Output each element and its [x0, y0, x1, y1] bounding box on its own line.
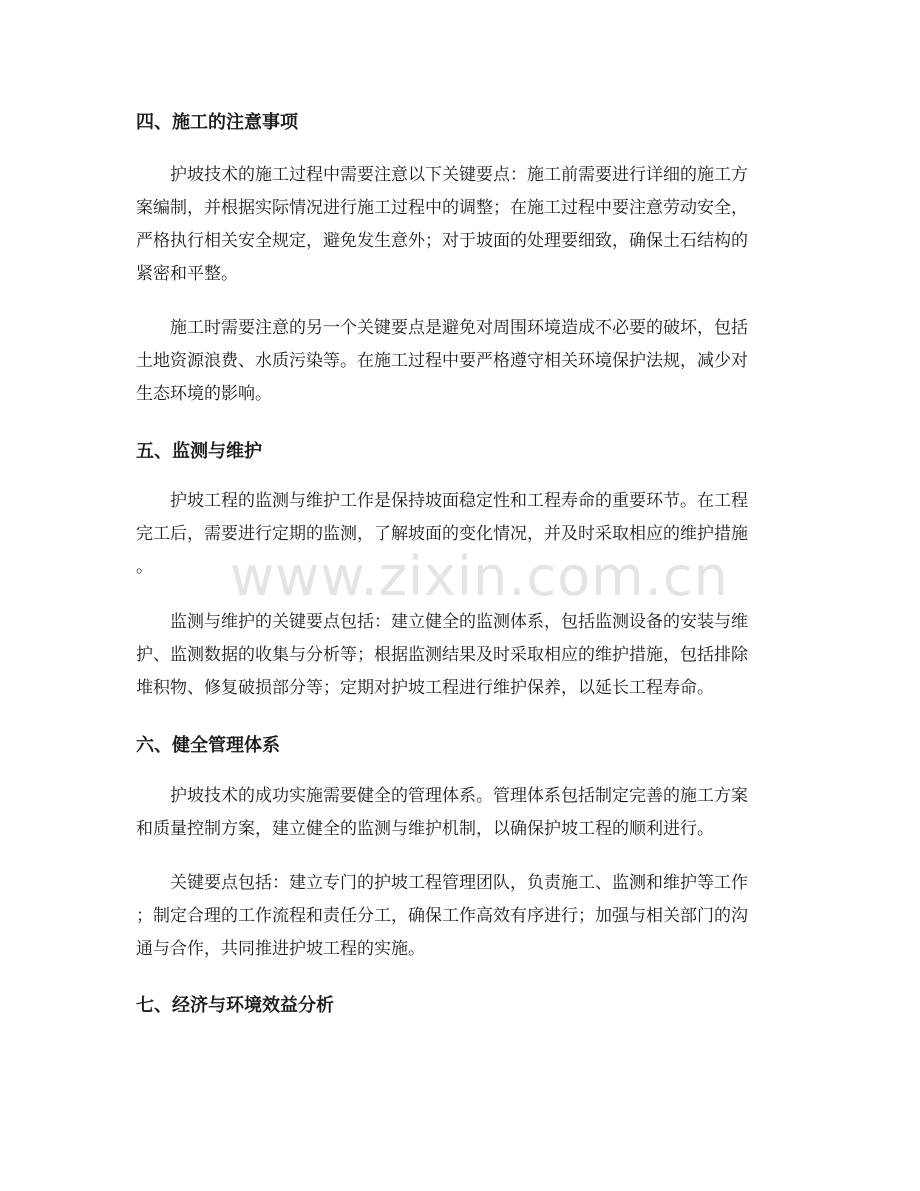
paragraph — [136, 312, 786, 411]
text-line: 通与合作，共同推进护坡工程的实施。 — [136, 939, 425, 959]
text-line: 施工时需要注意的另一个关键要点是避免对周围环境造成不必要的破坏，包括 — [136, 318, 748, 338]
text-line: 监测与维护的关键要点包括：建立健全的监测体系，包括监测设备的安装与维 — [136, 612, 748, 632]
text-line: 护坡技术的成功实施需要健全的管理体系。管理体系包括制定完善的施工方案 — [136, 786, 748, 806]
paragraph — [136, 780, 786, 846]
paragraph — [136, 606, 786, 705]
text-line: 案编制，并根据实际情况进行施工过程中的调整；在施工过程中要注意劳动安全， — [136, 198, 748, 218]
text-line: 土地资源浪费、水质污染等。在施工过程中要严格遵守相关环境保护法规，减少对 — [136, 351, 748, 371]
text-line: 严格执行相关安全规定，避免发生意外；对于坡面的处理要细致，确保土石结构的 — [136, 231, 748, 251]
watermark-text: www.zixin.com.cn — [230, 545, 729, 608]
text-line: ；制定合理的工作流程和责任分工，确保工作高效有序进行；加强与相关部门的沟 — [136, 906, 748, 926]
text-line: 和质量控制方案，建立健全的监测与维护机制，以确保护坡工程的顺利进行。 — [136, 819, 714, 839]
text-line: 护、监测数据的收集与分析等；根据监测结果及时采取相应的维护措施，包括排除 — [136, 645, 748, 665]
section-heading-6: 六、健全管理体系 — [136, 735, 280, 756]
text-line: 护坡工程的监测与维护工作是保持坡面稳定性和工程寿命的重要环节。在工程 — [136, 491, 748, 511]
section-heading-5: 五、监测与维护 — [136, 441, 262, 462]
text-line: 生态环境的影响。 — [136, 384, 272, 404]
text-line: 紧密和平整。 — [136, 264, 238, 284]
section-heading-7: 七、经济与环境效益分析 — [136, 995, 334, 1016]
text-line: 护坡技术的施工过程中需要注意以下关键要点：施工前需要进行详细的施工方 — [136, 165, 748, 185]
text-line: 关键要点包括：建立专门的护坡工程管理团队，负责施工、监测和维护等工作 — [136, 873, 748, 893]
paragraph — [136, 867, 786, 966]
paragraph — [136, 159, 786, 291]
text-line: 完工后，需要进行定期的监测，了解坡面的变化情况，并及时采取相应的维护措施 — [136, 524, 748, 544]
paragraph — [136, 485, 786, 584]
text-line: 堆积物、修复破损部分等；定期对护坡工程进行维护保养，以延长工程寿命。 — [136, 678, 714, 698]
section-heading-4: 四、施工的注意事项 — [136, 112, 298, 133]
text-line: 。 — [136, 557, 153, 577]
